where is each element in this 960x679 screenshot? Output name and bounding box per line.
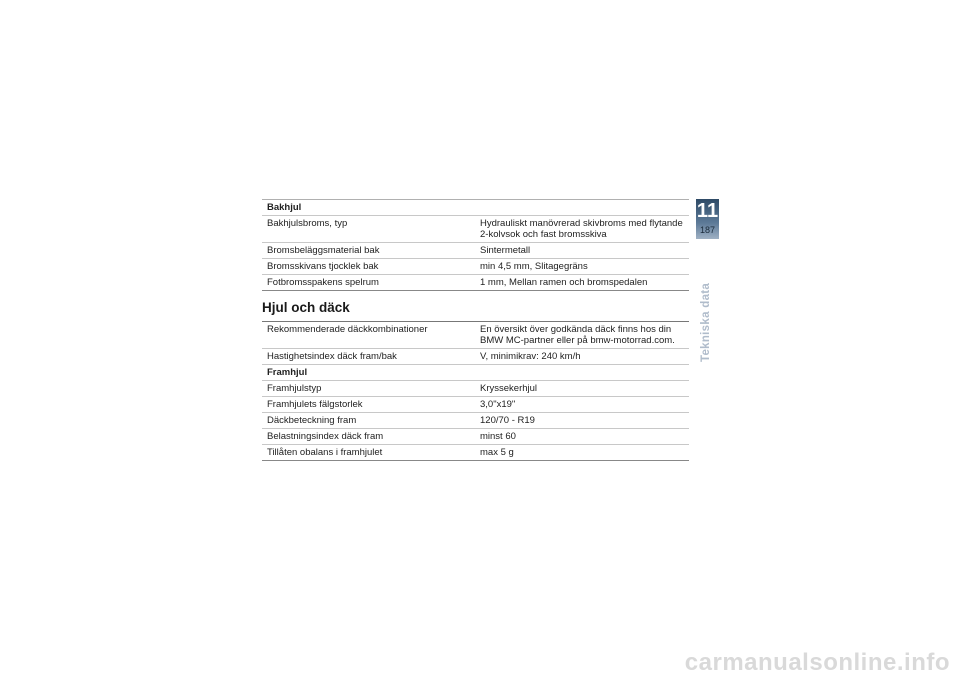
table-row: [262, 349, 689, 365]
watermark: carmanualsonline.info: [684, 649, 950, 676]
spec-label: Fotbromsspakens spelrum: [262, 275, 474, 291]
spec-value: 3,0"x19": [474, 397, 689, 413]
spec-value: 1 mm, Mellan ramen och bromspedalen: [474, 275, 689, 291]
spec-value: V, minimikrav: 240 km/h: [474, 349, 689, 365]
table-row: [262, 381, 689, 397]
table-row: [262, 259, 689, 275]
table-row: [262, 429, 689, 445]
table-row: [262, 397, 689, 413]
rear-wheel-heading: Bakhjul: [262, 200, 689, 216]
chapter-title: Tekniska data: [700, 282, 712, 362]
spec-content: [262, 199, 689, 461]
spec-label: Hastighetsindex däck fram/bak: [262, 349, 474, 365]
spec-value: Hydrauliskt manövrerad skivbroms med flytande 2-kolvsok och fast bromsskiva: [474, 216, 689, 243]
spec-value: Kryssekerhjul: [474, 381, 689, 397]
table-row: [262, 322, 689, 349]
page-number: 187: [699, 225, 716, 235]
spec-label: Bromsbeläggsmaterial bak: [262, 243, 474, 259]
chapter-tab: [696, 199, 719, 239]
wheels-tires-table: [262, 321, 689, 461]
spec-label: Belastningsindex däck fram: [262, 429, 474, 445]
spec-label: Framhjulets fälgstorlek: [262, 397, 474, 413]
spec-label: Framhjulstyp: [262, 381, 474, 397]
spec-label: Tillåten obalans i framhjulet: [262, 445, 474, 461]
spec-value: 120/70 - R19: [474, 413, 689, 429]
spec-label: Bakhjulsbroms, typ: [262, 216, 474, 243]
table-row: [262, 243, 689, 259]
table-row: [262, 413, 689, 429]
section-heading-row: [262, 200, 689, 216]
spec-label: Rekommenderade däckkombinationer: [262, 322, 474, 349]
spec-value: minst 60: [474, 429, 689, 445]
section-title-wheels-tires: Hjul och däck: [262, 300, 350, 315]
table-row: [262, 445, 689, 461]
chapter-number: 11: [696, 200, 719, 222]
spec-label: Bromsskivans tjocklek bak: [262, 259, 474, 275]
rear-wheel-table: [262, 199, 689, 291]
spec-value: En översikt över godkända däck finns hos din BMW MC-partner eller på bmw-motorrad.com.: [474, 322, 689, 349]
table-row: [262, 275, 689, 291]
spec-value: min 4,5 mm, Slitagegräns: [474, 259, 689, 275]
section-heading-row: [262, 365, 689, 381]
spec-value: Sintermetall: [474, 243, 689, 259]
spec-label: Däckbeteckning fram: [262, 413, 474, 429]
spec-value: max 5 g: [474, 445, 689, 461]
table-row: [262, 216, 689, 243]
front-wheel-heading: Framhjul: [262, 365, 689, 381]
